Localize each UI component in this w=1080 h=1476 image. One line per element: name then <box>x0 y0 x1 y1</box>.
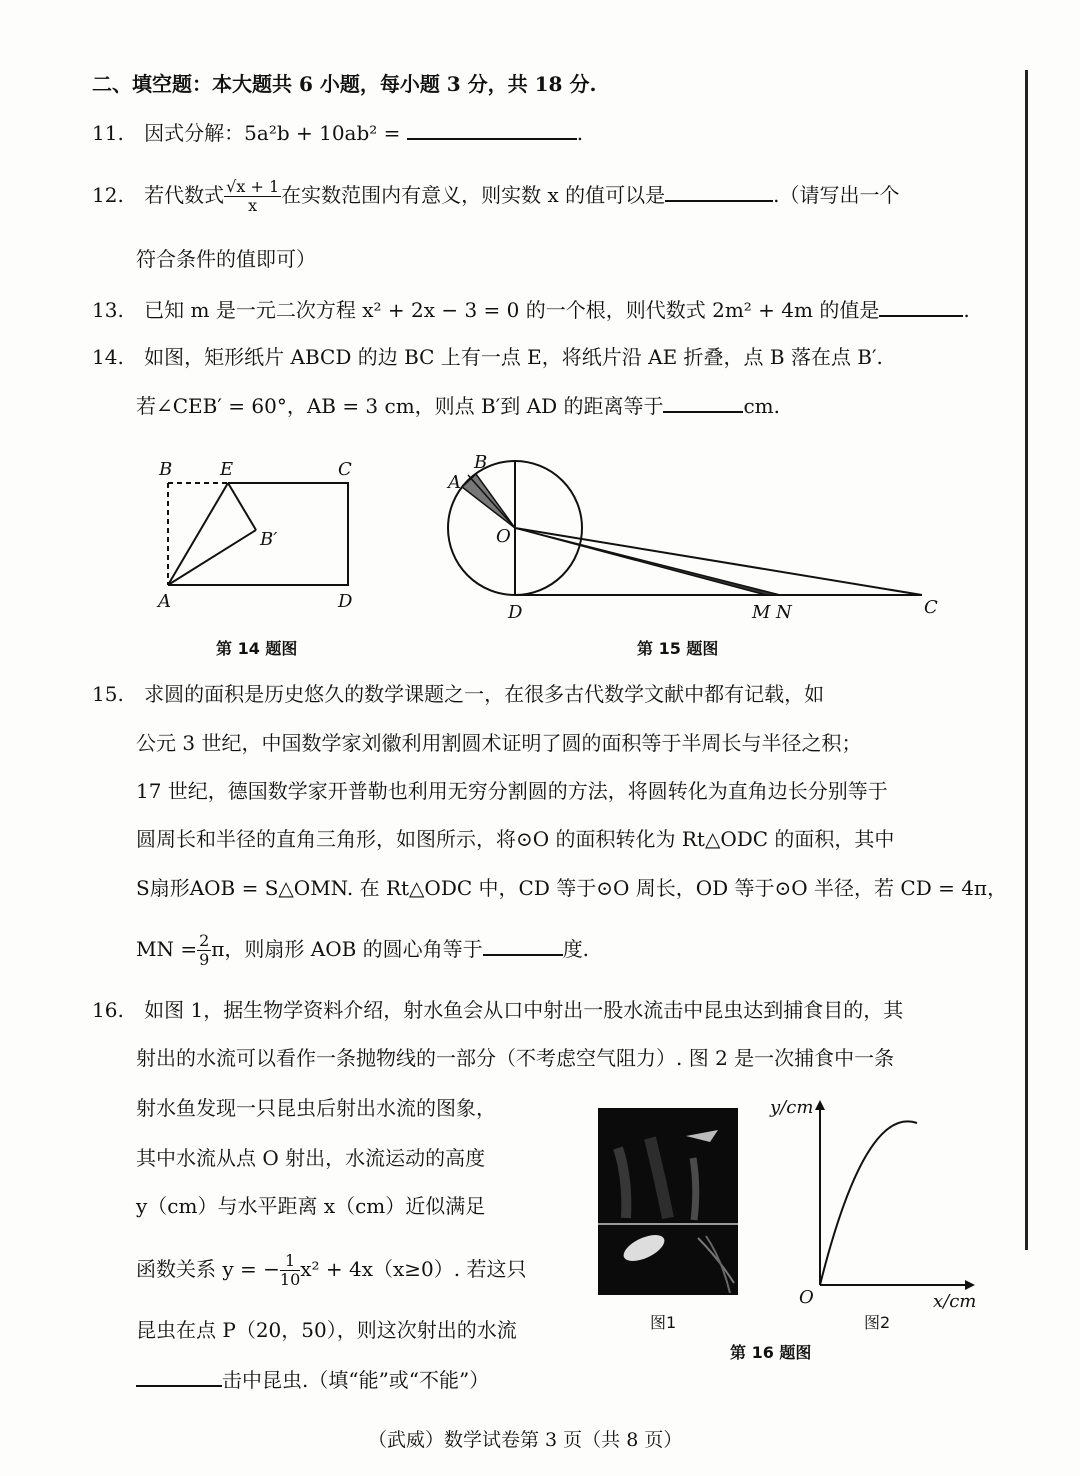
answer-blank[interactable] <box>663 393 743 413</box>
question-number: 13. <box>92 298 124 322</box>
question-text: π，则扇形 AOB 的圆心角等于 <box>211 937 483 961</box>
question-text: MN = <box>136 937 198 961</box>
page-footer: （武威）数学试卷第 3 页（共 8 页） <box>368 1429 683 1451</box>
fraction-denominator: 9 <box>199 950 210 969</box>
label-d: D <box>338 591 353 612</box>
answer-blank[interactable] <box>136 1367 222 1387</box>
y-axis-arrow <box>815 1100 825 1110</box>
question-text: 若代数式 <box>144 183 225 207</box>
question-text: x² + 4x（x≥0）. 若这只 <box>300 1257 527 1281</box>
unit: 度. <box>562 937 590 961</box>
answer-blank[interactable] <box>665 182 773 202</box>
question-number: 16. <box>92 998 124 1022</box>
fraction-denominator: x <box>248 196 258 215</box>
question-text: 因式分解：5a²b + 10ab² = <box>144 121 401 145</box>
question-text: 若∠CEB′ = 60°，AB = 3 cm，则点 B′到 AD 的距离等于 <box>136 394 664 418</box>
question-text: 在实数范围内有意义，则实数 x 的值可以是 <box>281 183 666 207</box>
question-15-line5: S扇形AOB = S△OMN. 在 Rt△ODC 中，CD 等于⊙O 周长，OD 等于⊙O 半径，若 CD = 4π， <box>136 876 1008 900</box>
question-15-line2: 公元 3 世纪，中国数学家刘徽利用割圆术证明了圆的面积等于半周长与半径之积； <box>136 731 862 755</box>
period: . <box>576 121 584 145</box>
fraction <box>280 1252 300 1289</box>
question-12 <box>92 178 900 215</box>
fraction-denominator: 10 <box>279 1270 301 1289</box>
fraction-numerator: 1 <box>280 1252 300 1271</box>
radius-ob <box>468 475 515 528</box>
figure-14-caption: 第 14 题图 <box>216 639 298 658</box>
question-text: .（请写出一个 <box>773 183 900 207</box>
answer-blank[interactable] <box>483 936 563 956</box>
question-16 <box>92 998 903 1022</box>
label-b: B <box>474 452 488 473</box>
section-title: 二、填空题：本大题共 6 小题，每小题 3 分，共 18 分. <box>92 72 597 96</box>
question-16-line3: 射水鱼发现一只昆虫后射出水流的图象， <box>136 1096 496 1120</box>
question-number: 14. <box>92 345 124 369</box>
question-text: 如图，矩形纸片 ABCD 的边 BC 上有一点 E，将纸片沿 AE 折叠，点 B 落在点 B′. <box>144 345 883 369</box>
archer-fish-photo <box>598 1108 738 1295</box>
label-m: M <box>752 602 771 623</box>
question-16-line5: y（cm）与水平距离 x（cm）近似满足 <box>136 1194 486 1218</box>
figure-16-caption: 第 16 题图 <box>730 1343 812 1362</box>
figure-16-graph <box>770 1095 985 1312</box>
x-axis-arrow <box>965 1280 975 1290</box>
fraction-numerator: 2 <box>199 931 210 950</box>
fold-line-ae <box>168 483 228 585</box>
question-15-line4: 圆周长和半径的直角三角形，如图所示，将⊙O 的面积转化为 Rt△ODC 的面积，其中 <box>136 827 895 851</box>
origin-label: O <box>799 1287 814 1308</box>
question-14 <box>92 345 883 369</box>
question-16-line2: 射出的水流可以看作一条抛物线的一部分（不考虑空气阻力）. 图 2 是一次捕食中一条 <box>136 1046 895 1070</box>
answer-blank[interactable] <box>879 297 963 317</box>
parabola-curve <box>820 1121 917 1285</box>
question-text: 如图 1，据生物学资料介绍，射水鱼会从口中射出一股水流击中昆虫达到捕食目的，其 <box>144 998 904 1022</box>
segment-eb-prime <box>228 483 256 530</box>
label-b: B <box>159 459 173 480</box>
figure-14 <box>150 455 370 615</box>
label-c: C <box>924 597 938 618</box>
label-a: A <box>158 591 171 612</box>
x-axis-label: x/cm <box>933 1291 977 1312</box>
question-13 <box>92 297 970 322</box>
label-c: C <box>338 459 352 480</box>
figure-15-caption: 第 15 题图 <box>637 639 719 658</box>
y-axis-label: y/cm <box>770 1097 814 1118</box>
answer-blank[interactable] <box>407 120 577 140</box>
period: . <box>963 298 970 322</box>
fraction <box>197 932 211 969</box>
segment-ab-prime <box>168 530 256 585</box>
question-text: 函数关系 y = − <box>136 1257 280 1281</box>
question-14-line2 <box>136 393 780 418</box>
label-a: A <box>448 472 461 493</box>
question-15-line3: 17 世纪，德国数学家开普勒也利用无穷分割圆的方法，将圆转化为直角边长分别等于 <box>136 779 888 803</box>
question-16-line8 <box>136 1367 489 1392</box>
question-16-line6 <box>136 1252 527 1289</box>
unit: cm. <box>743 394 781 418</box>
question-16-line7: 昆虫在点 P（20，50），则这次射出的水流 <box>136 1318 517 1342</box>
question-text: 已知 m 是一元二次方程 x² + 2x − 3 = 0 的一个根，则代数式 2m² + 4m 的值是 <box>144 298 880 322</box>
question-number: 12. <box>92 183 124 207</box>
figure-16-caption-2: 图2 <box>864 1313 891 1332</box>
rectangle-edges <box>168 483 348 585</box>
question-15-line6 <box>136 932 589 969</box>
label-b-prime: B′ <box>260 529 278 550</box>
label-d: D <box>508 602 523 623</box>
segment-oc <box>515 528 922 595</box>
question-text: 击中昆虫.（填“能”或“不能”） <box>222 1368 490 1392</box>
question-number: 11. <box>92 121 124 145</box>
figure-15 <box>440 450 960 625</box>
question-12-line2: 符合条件的值即可） <box>136 247 316 271</box>
question-11 <box>92 120 583 145</box>
label-o: O <box>496 526 511 547</box>
question-number: 15. <box>92 682 124 706</box>
fraction <box>224 178 281 215</box>
question-15 <box>92 682 824 706</box>
figure-16-caption-1: 图1 <box>650 1313 677 1332</box>
question-16-line4: 其中水流从点 O 射出，水流运动的高度 <box>136 1146 486 1170</box>
photo-illustration <box>598 1108 738 1295</box>
triangle-omn <box>515 528 780 595</box>
question-text: 求圆的面积是历史悠久的数学课题之一，在很多古代数学文献中都有记载，如 <box>144 682 825 706</box>
label-e: E <box>220 459 234 480</box>
fraction-numerator: √x + 1 <box>226 177 280 196</box>
label-n: N <box>776 602 792 623</box>
margin-line <box>1025 70 1028 1250</box>
